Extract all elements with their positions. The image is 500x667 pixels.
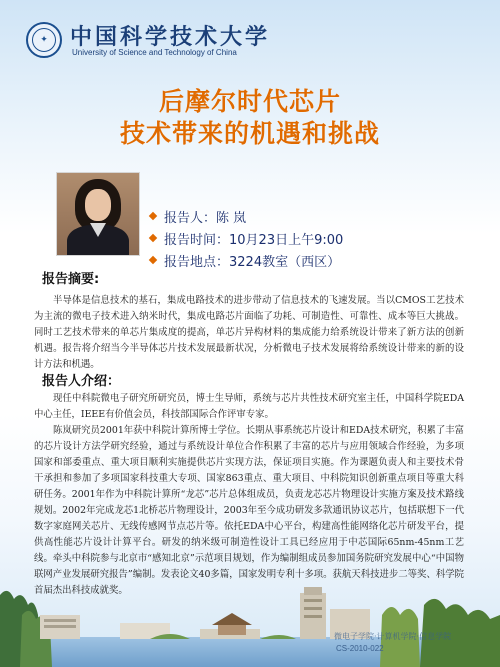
bio-text-1: 现任中科院微电子研究所研究员，博士生导师，系统与芯片共性技术研究室主任，中国科学院EDA中心主任，IEEE有价值会员，科技部国际合作评审专家。 bbox=[34, 393, 464, 420]
lecture-title-line1: 后摩尔时代芯片 bbox=[158, 87, 341, 116]
ustc-seal-icon: ✦ bbox=[26, 22, 62, 58]
bio-text-2: 陈岚研究员2001年获中科院计算所博士学位。长期从事系统芯片设计和EDA技术研究，积累了丰富的芯片设计方法学研究经验，通过与系统设计单位合作积累了丰富的芯片与应用领域合作经验，为多项国家和部委重点、重大项目顺利实施提供芯片实现方法，保证项目实施。作为课题负责人和主要技术骨干承担和参加了多项国家科技重大专项、国家863重点、重大项目、中科院知识创新重点项目等重大科研任务。2001年作为中科院计算所“龙芯”芯片总体组成员，负责龙芯芯片物理设计实施方案及技术路线规划。2002年完成龙芯1北桥芯片物理设计，2003年至今成功研发多款通讯协议芯片，包括联想下一代数字家庭网关芯片、无线传感网节点芯片等。依托EDA中心平台，构建高性能网络化芯片研发平台，提供高性能芯片设计计算平台。研发的纳米级可制造性设计工具已经应用于中芯国际65nm-45nm工艺线。牵头中科院参与北京市“感知北京”示范项目规划，作为编制组成员参加国务院研究发展中心“中国物联网产业发展研究报告”编制。发表论文40多篇，国家发明专利十多项。获航天科技进步二等奖、科学院首届杰出科技成就奖。 bbox=[34, 425, 464, 596]
diamond-bullet-icon bbox=[149, 212, 157, 220]
location-row bbox=[150, 249, 343, 271]
time-row bbox=[150, 227, 343, 249]
university-name-cn: 中国科学技术大学 bbox=[70, 24, 271, 50]
footer-organizer: 微电子学院·计算机学院·信息学院 bbox=[334, 632, 452, 641]
lecture-info bbox=[150, 205, 343, 271]
speaker-text: 报告人：陈 岚 bbox=[164, 210, 247, 226]
page-header bbox=[0, 0, 500, 75]
diamond-bullet-icon bbox=[149, 256, 157, 264]
diamond-bullet-icon bbox=[149, 234, 157, 242]
location-text: 报告地点：3224教室（西区） bbox=[164, 254, 341, 270]
footer-code: CS-2010-022 bbox=[336, 644, 384, 653]
speaker-photo bbox=[56, 172, 140, 256]
abstract-text: 半导体是信息技术的基石，集成电路技术的进步带动了信息技术的飞速发展。当以CMOS工艺技术为主流的微电子技术进入纳米时代，集成电路芯片面临了功耗、可制造性、可靠性、成本等巨大挑战。同时工艺技术带来的单芯片集成度的提高，单芯片异构材料的集成能力给系统设计带来了新方法的创新机遇。报告将介绍当今半导体芯片技术发展最新状况，分析微电子技术发展将给系统设计带来的新的设计方法和机遇。 bbox=[34, 295, 464, 370]
time-text: 报告时间：10月23日上午9:00 bbox=[164, 232, 344, 248]
speaker-row bbox=[150, 205, 343, 227]
abstract-heading: 报告摘要: bbox=[42, 272, 100, 287]
lecture-title-line2: 技术带来的机遇和挑战 bbox=[119, 119, 380, 148]
university-name-en: University of Science and Technology of China bbox=[72, 48, 237, 57]
campus-scenery bbox=[0, 585, 500, 667]
bio-heading: 报告人介绍： bbox=[42, 374, 121, 389]
